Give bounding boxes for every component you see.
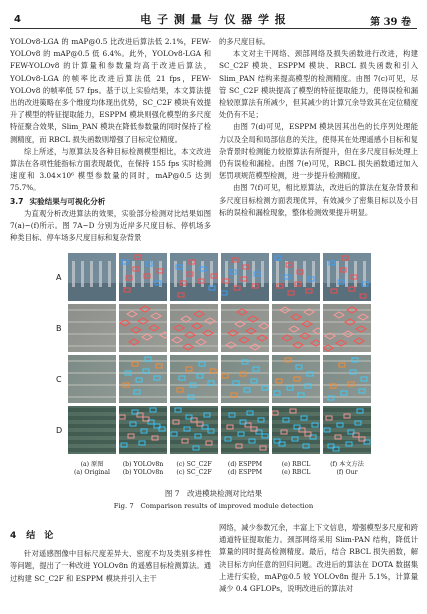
- detection-image: [221, 253, 269, 301]
- detection-image: [119, 406, 167, 454]
- detection-image: [68, 304, 116, 352]
- page-header: [0, 0, 427, 30]
- section-number: 3.7: [10, 196, 24, 206]
- paragraph: 针对遥感图像中目标尺度差异大、密度不均及类别多样性等问题，提出了一种改进 YOLOv8n 的遥感目标检测算法。通过构建 SC_C2F 和 ESPPM 模块并引入主干: [10, 549, 211, 583]
- journal-title: 电 子 测 量 与 仪 器 学 报: [140, 13, 287, 26]
- subfigure-caption-cn: (a) 原图: [80, 461, 104, 468]
- subfigure-caption-cn: (e) RBCL: [281, 461, 311, 468]
- subfigure-caption: [322, 461, 372, 477]
- detection-image: [272, 253, 320, 301]
- subfigure-caption-cn: (d) ESPPM: [227, 461, 263, 468]
- subfigure-caption: [67, 461, 117, 477]
- detection-image: [170, 406, 218, 454]
- conclusion-title: 结 论: [26, 531, 54, 541]
- paragraph: YOLOv8-LGA 的 mAP@0.5 比改进后算法低 2.1%，FEW-YOLOv8 的 mAP@0.5 低 6.4%。此外，YOLOv8-LGA 和 FEW-YOLOv8 的计算量和参数量均高于改进后算法，YOLOv8-LGA 的帧率比改进后算法低 21 fps，FEW-YOLOv8 的帧率低 57 fps。基于以上实验结果，本文算法提出的改进策略在多个维度均体现出优势，SC_C2F 模块有效提升了模型的特征提取能力，ESPPM 模块则强化模型的多尺度特征聚合效果，Slim_PAN 模块在降低参数量的同时保持了检测精度，而 RBCL 损失函数则增强了目标定位精度。: [10, 37, 211, 144]
- subfigure-caption-en: (e) RBCL: [281, 469, 311, 476]
- detection-image: [68, 253, 116, 301]
- detection-image: [221, 355, 269, 403]
- conclusion-right: [219, 522, 418, 595]
- right-column: [219, 36, 418, 219]
- detection-image: [119, 304, 167, 352]
- subfigure-caption-en: (a) Original: [73, 469, 111, 476]
- subfigure-caption: [271, 461, 321, 477]
- detection-image: [68, 355, 116, 403]
- detection-image: [323, 304, 371, 352]
- detection-image: [119, 355, 167, 403]
- subfigure-caption-en: (b) YOLOv8n: [122, 469, 164, 476]
- header-rule: [10, 28, 417, 29]
- detection-image: [323, 253, 371, 301]
- figure-caption-cn: 图 7 改进模块检测对比结果: [164, 489, 263, 498]
- detection-image: [221, 304, 269, 352]
- subfigure-caption: [118, 461, 168, 477]
- conclusion-left: [10, 530, 211, 585]
- row-label: C: [56, 375, 62, 384]
- row-label: D: [56, 426, 63, 435]
- subfigure-caption-cn: (c) SC_C2F: [176, 461, 212, 468]
- conclusion-number: 4: [10, 531, 17, 541]
- subfigure-caption-cn: (b) YOLOv8n: [122, 461, 164, 468]
- page-number: 4: [14, 14, 21, 25]
- subfigure-caption: [220, 461, 270, 477]
- subfigure-caption-en: (c) SC_C2F: [176, 469, 212, 476]
- paragraph: 的多尺度目标。: [219, 37, 271, 46]
- paragraph: 综上所述，与原算法及各种目标检测模型相比，本文改进算法在各项性能指标方面表现最优，在保持 155 fps 实时检测速度和 3.04×10⁶ 模型参数量的同时，mAP@0.5 达到 75.7%。: [10, 146, 211, 193]
- detection-image: [323, 355, 371, 403]
- figure-caption-en: Fig. 7 Comparison results of improved module detection: [113, 502, 314, 510]
- detection-image: [221, 406, 269, 454]
- subfigure-caption-en: (d) ESPPM: [227, 469, 263, 476]
- subfigure-caption-en: (f) Our: [336, 469, 358, 476]
- paragraph: 由图 7(d)可见，ESPPM 模块因其出色的长序列处理能力以及全局和局部信息的关注，使得其在处理遥感小目标和复杂背景时检测能力较原算法有所提升，但在多尺度目标处理上仍有误检和漏检。由图 7(e)可见，RBCL 损失函数通过加入惩罚项规范模型检测，进一步提升检测精度。: [219, 122, 418, 181]
- subfigure-caption-cn: (f) 本文方法: [330, 461, 364, 468]
- paragraph: 为直观分析改进算法的效果，实验部分检测对比结果如图 7(a)~(f)所示。图 7A~D 分别为近岸多尺度目标、停机场多种类目标、停车场多尺度目标和复杂背景: [10, 208, 211, 243]
- detection-image: [272, 406, 320, 454]
- conclusion-heading: [10, 530, 211, 542]
- left-column: [10, 36, 211, 244]
- detection-image: [272, 304, 320, 352]
- section-heading: [10, 196, 211, 208]
- detection-image: [272, 355, 320, 403]
- paragraph: 网络，减少参数冗余，丰富上下文信息，增强模型多尺度和跨通道特征提取能力。颈部网络采用 Slim-PAN 结构，降低计算量的同时提高检测精度。最后，结合 RBCL 损失函数，解决目标方向任意的回归问题。改进后的算法在 DOTA 数据集上进行实验，mAP@0.5 较 YOLOv8n 提升 5.1%，计算量减少 0.4 GFLOPs，说明改进后的算法对: [219, 523, 418, 594]
- detection-image: [68, 406, 116, 454]
- detection-image: [119, 253, 167, 301]
- row-label: A: [56, 273, 62, 282]
- volume-label: 第 39 卷: [370, 17, 411, 28]
- row-label: B: [56, 324, 62, 333]
- figure-7: [56, 253, 372, 479]
- detection-image: [170, 355, 218, 403]
- paragraph: 本文对主干网络、颈部网络及损失函数进行改进，构建 SC_C2F 模块、ESPPM 模块、RBCL 损失函数和引入 Slim_PAN 结构来提高模型的检测精度。由图 7(c)可见，尽管 SC_C2F 模块提高了模型的特征提取能力，使得误检和漏检较原算法有所减少，但其减少的计算冗余导致其在定位精度处仍有不足；: [219, 49, 418, 120]
- detection-image: [170, 304, 218, 352]
- paragraph: 由图 7(f)可见，相比原算法，改进后的算法在复杂背景和多尺度目标检测方面表现优异，有效减少了密集目标以及小目标的误检和漏检现象，整体检测效果提升明显。: [219, 183, 418, 217]
- detection-image: [323, 406, 371, 454]
- subfigure-caption: [169, 461, 219, 477]
- detection-image: [170, 253, 218, 301]
- section-title: 实验结果与可视化分析: [29, 196, 106, 206]
